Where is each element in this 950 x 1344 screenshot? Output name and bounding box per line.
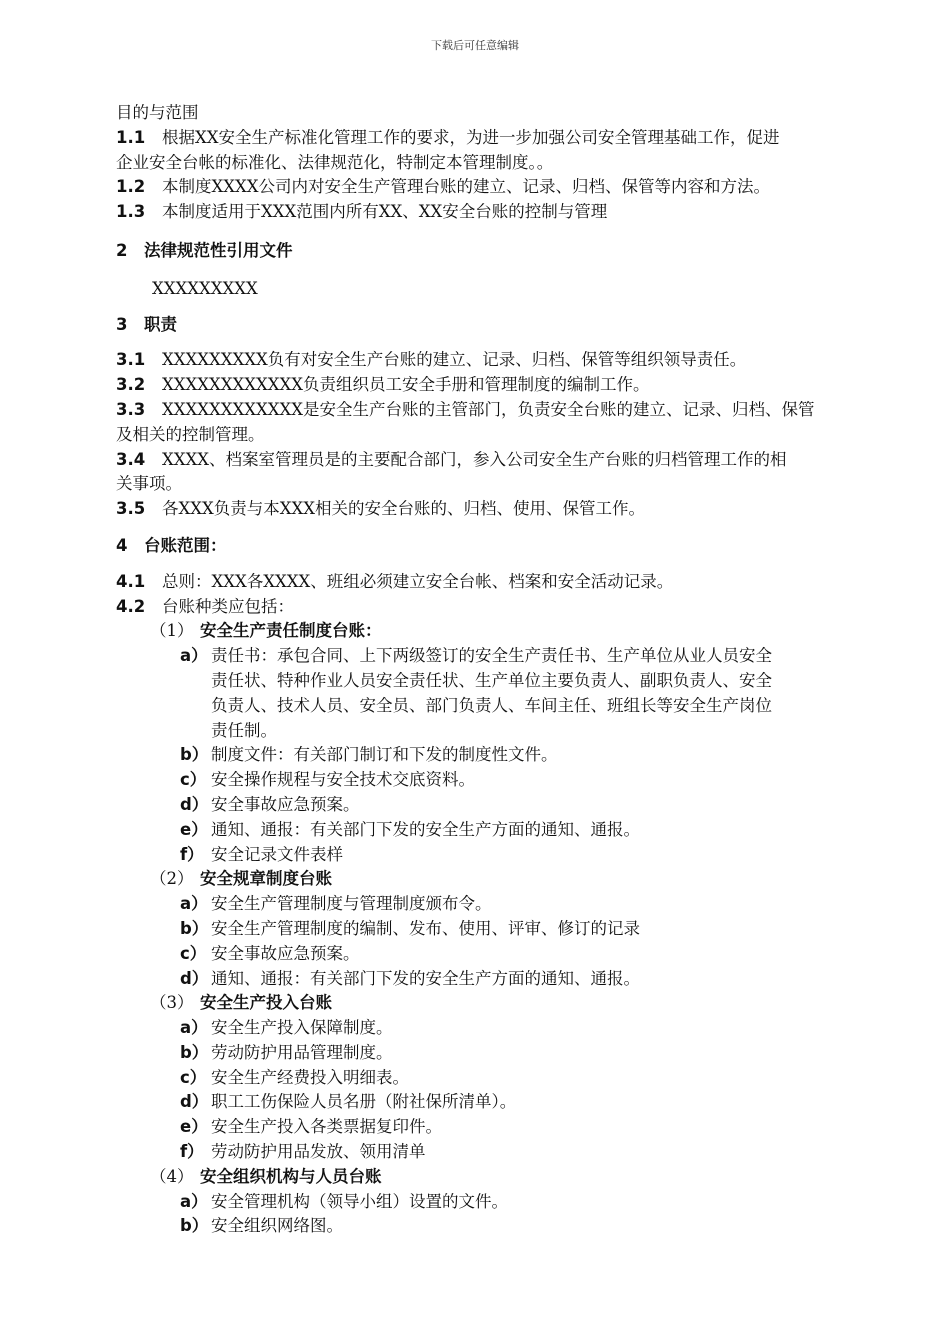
list-item <box>116 892 886 917</box>
list-item <box>116 917 886 942</box>
document-body <box>116 101 886 1239</box>
clause-number: 3.2 <box>116 375 146 395</box>
section-number: 3 <box>116 314 128 334</box>
item-text: 安全生产管理制度与管理制度颁布令。 <box>211 894 492 914</box>
clause-3-3 <box>116 398 886 423</box>
clause-number: 4.1 <box>116 571 146 591</box>
clause-number: 3.5 <box>116 499 146 519</box>
item-text: 安全记录文件表样 <box>211 844 343 864</box>
item-letter: c） <box>180 943 207 963</box>
item-letter: a） <box>180 1018 208 1038</box>
item-text: 安全事故应急预案。 <box>211 794 360 814</box>
category-title: 安全组织机构与人员台账 <box>200 1166 382 1186</box>
category-1-heading <box>116 619 886 644</box>
item-text: 通知、通报：有关部门下发的安全生产方面的通知、通报。 <box>211 819 640 839</box>
clause-text: XXXXXXXXXXXX负责组织员工安全手册和管理制度的编制工作。 <box>162 375 650 395</box>
item-letter: a） <box>180 1191 208 1211</box>
list-item <box>116 1066 886 1091</box>
category-number: （4） <box>150 1166 194 1186</box>
item-text: 安全生产管理制度的编制、发布、使用、评审、修订的记录 <box>211 918 640 938</box>
clause-3-3-cont: 及相关的控制管理。 <box>116 424 265 444</box>
clause-number: 3.4 <box>116 449 146 469</box>
item-text: 安全生产投入保障制度。 <box>211 1018 393 1038</box>
clause-1-1-cont: 企业安全台帐的标准化、法律规范化，特制定本管理制度。。 <box>116 152 554 172</box>
clause-number: 1.3 <box>116 202 146 222</box>
section-3-heading <box>116 313 886 338</box>
clause-3-4-cont: 关事项。 <box>116 474 182 494</box>
list-item <box>116 793 886 818</box>
item-letter: d） <box>180 1092 209 1112</box>
clause-text: 台账种类应包括： <box>162 596 294 616</box>
list-item <box>116 768 886 793</box>
item-letter: b） <box>180 918 209 938</box>
item-letter: b） <box>180 1042 209 1062</box>
clause-text: 本制度XXXX公司内对安全生产管理台账的建立、记录、归档、保管等内容和方法。 <box>162 177 770 197</box>
section-2-body: XXXXXXXXX <box>152 278 258 298</box>
item-letter: c） <box>180 770 207 790</box>
item-text: 通知、通报：有关部门下发的安全生产方面的通知、通报。 <box>211 968 640 988</box>
section-title: 职责 <box>144 314 177 334</box>
list-item <box>116 644 886 669</box>
clause-text: XXXXXXXXX负有对安全生产台账的建立、记录、归档、保管等组织领导责任。 <box>162 350 747 370</box>
item-text: 安全事故应急预案。 <box>211 943 360 963</box>
category-number: （2） <box>150 869 194 889</box>
list-item <box>116 843 886 868</box>
list-item <box>116 1090 886 1115</box>
list-item-cont: 负责人、技术人员、安全员、部门负责人、车间主任、班组长等安全生产岗位 <box>211 695 772 715</box>
clause-1-3 <box>116 200 886 225</box>
category-title: 安全生产责任制度台账： <box>200 621 382 641</box>
list-item-cont: 责任状、特种作业人员安全责任状、生产单位主要负责人、副职负责人、安全 <box>211 670 772 690</box>
item-text: 安全生产经费投入明细表。 <box>211 1067 409 1087</box>
category-2-heading <box>116 867 886 892</box>
clause-number: 3.1 <box>116 350 146 370</box>
category-title: 安全生产投入台账 <box>200 993 332 1013</box>
item-text: 劳动防护用品发放、领用清单 <box>211 1142 426 1162</box>
item-text: 安全管理机构（领导小组）设置的文件。 <box>211 1191 508 1211</box>
clause-text: XXXXXXXXXXXX是安全生产台账的主管部门，负责安全台账的建立、记录、归档、保管 <box>162 399 815 419</box>
clause-3-5 <box>116 497 886 522</box>
item-text: 劳动防护用品管理制度。 <box>211 1042 393 1062</box>
clause-3-2 <box>116 373 886 398</box>
list-item <box>116 743 886 768</box>
clause-3-4 <box>116 448 886 473</box>
list-item <box>116 1041 886 1066</box>
category-number: （3） <box>150 993 194 1013</box>
clause-3-1 <box>116 348 886 373</box>
item-letter: e） <box>180 1117 208 1137</box>
intro-title: 目的与范围 <box>116 103 199 122</box>
clause-number: 1.2 <box>116 177 146 197</box>
clause-text: 总则：XXX各XXXX、班组必须建立安全台帐、档案和安全活动记录。 <box>162 571 674 591</box>
list-item-cont: 责任制。 <box>211 720 277 740</box>
clause-1-1 <box>116 126 886 151</box>
item-text: 安全组织网络图。 <box>211 1216 343 1236</box>
clause-4-1 <box>116 570 886 595</box>
item-letter: e） <box>180 819 208 839</box>
item-text: 制度文件：有关部门制订和下发的制度性文件。 <box>211 745 558 765</box>
category-4-heading <box>116 1165 886 1190</box>
clause-1-2 <box>116 175 886 200</box>
clause-text: XXXX、档案室管理员是的主要配合部门，参入公司安全生产台账的归档管理工作的相 <box>162 449 787 469</box>
item-text: 责任书：承包合同、上下两级签订的安全生产责任书、生产单位从业人员安全 <box>211 646 772 666</box>
item-letter: b） <box>180 1216 209 1236</box>
clause-number: 1.1 <box>116 127 146 147</box>
item-letter: a） <box>180 646 208 666</box>
category-title: 安全规章制度台账 <box>200 869 332 889</box>
item-text: 安全操作规程与安全技术交底资料。 <box>211 770 475 790</box>
list-item <box>116 1140 886 1165</box>
clause-text: 本制度适用于XXX范围内所有XX、XX安全台账的控制与管理 <box>162 202 608 222</box>
clause-text: 根据XX安全生产标准化管理工作的要求，为进一步加强公司安全管理基础工作，促进 <box>162 127 780 147</box>
clause-number: 3.3 <box>116 399 146 419</box>
section-2-heading <box>116 239 886 264</box>
page-header: 下载后可任意编辑 <box>431 39 519 52</box>
item-letter: d） <box>180 968 209 988</box>
clause-text: 各XXX负责与本XXX相关的安全台账的、归档、使用、保管工作。 <box>162 499 645 519</box>
list-item <box>116 1214 886 1239</box>
clause-number: 4.2 <box>116 596 146 616</box>
list-item <box>116 1190 886 1215</box>
list-item <box>116 967 886 992</box>
item-letter: d） <box>180 794 209 814</box>
list-item <box>116 1115 886 1140</box>
section-title: 法律规范性引用文件 <box>144 240 293 260</box>
clause-4-2 <box>116 595 886 620</box>
item-letter: f） <box>180 844 204 864</box>
section-number: 4 <box>116 535 128 555</box>
section-title: 台账范围： <box>144 535 227 555</box>
section-number: 2 <box>116 240 128 260</box>
list-item <box>116 818 886 843</box>
item-letter: f） <box>180 1142 204 1162</box>
section-4-heading <box>116 534 886 559</box>
item-letter: a） <box>180 894 208 914</box>
category-3-heading <box>116 991 886 1016</box>
item-text: 安全生产投入各类票据复印件。 <box>211 1117 442 1137</box>
item-text: 职工工伤保险人员名册（附社保所清单）。 <box>211 1092 517 1112</box>
list-item <box>116 1016 886 1041</box>
list-item <box>116 942 886 967</box>
item-letter: b） <box>180 745 209 765</box>
item-letter: c） <box>180 1067 207 1087</box>
category-number: （1） <box>150 621 194 641</box>
